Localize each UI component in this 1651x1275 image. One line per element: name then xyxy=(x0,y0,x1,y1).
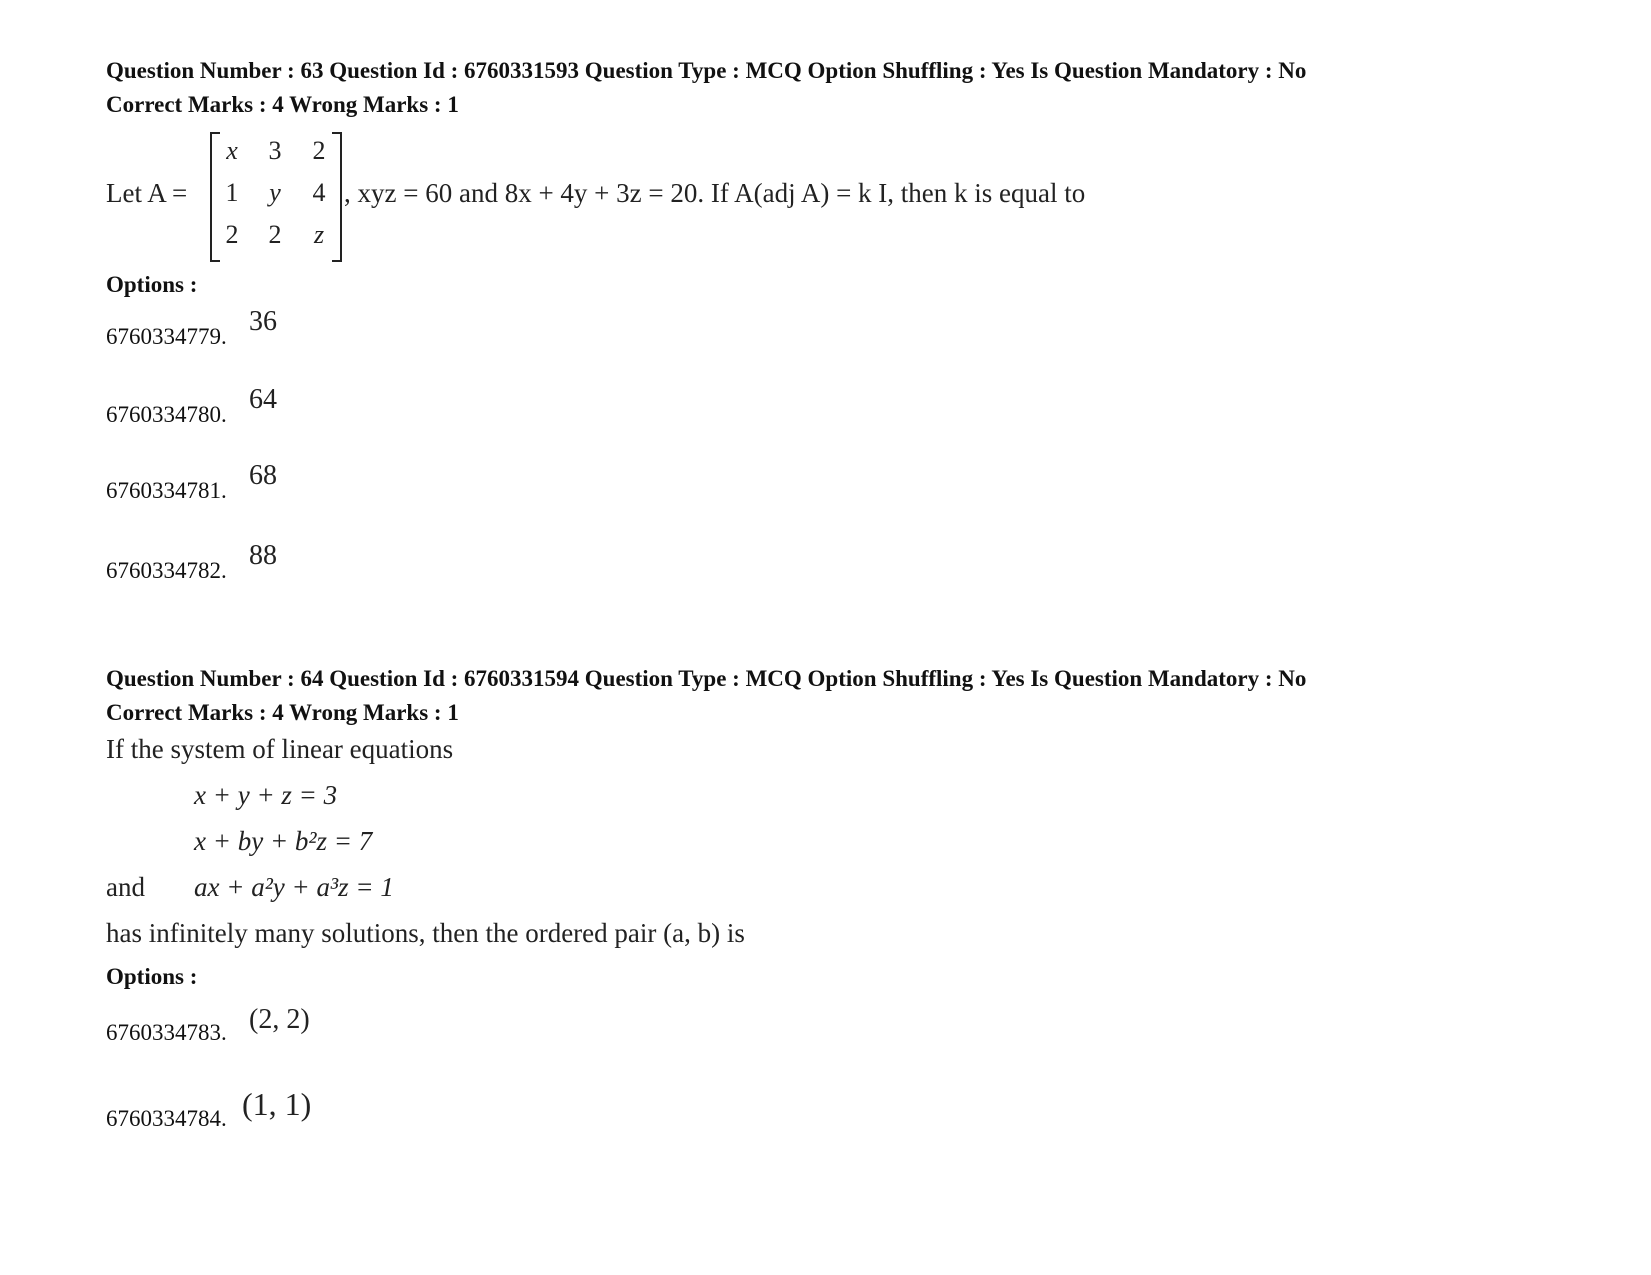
matrix-cell: z xyxy=(313,220,325,249)
q64-option-id: 6760334783. xyxy=(106,1020,227,1045)
q63-stem-prefix: Let A = xyxy=(106,178,188,208)
matrix-cell: 2 xyxy=(312,136,326,165)
matrix-cell: 3 xyxy=(268,136,282,165)
q63-option-id: 6760334780. xyxy=(106,402,227,427)
q63-option-id: 6760334779. xyxy=(106,324,227,349)
q63-options-label: Options : xyxy=(106,272,198,297)
matrix-cell: x xyxy=(226,136,238,165)
q63-matrix xyxy=(210,132,342,258)
q64-option-value[interactable]: (2, 2) xyxy=(249,1004,310,1035)
q63-option-value[interactable]: 88 xyxy=(249,540,277,571)
matrix-right-bracket xyxy=(332,132,342,262)
matrix-cell: 2 xyxy=(225,220,239,249)
q63-option-value[interactable]: 64 xyxy=(249,384,277,415)
q64-header-line2: Correct Marks : 4 Wrong Marks : 1 xyxy=(106,700,459,725)
q64-option-id: 6760334784. xyxy=(106,1106,227,1131)
q63-option-value[interactable]: 68 xyxy=(249,460,277,491)
matrix-cell: 2 xyxy=(268,220,282,249)
matrix-cell: 1 xyxy=(225,178,239,207)
q64-option-value[interactable]: (1, 1) xyxy=(242,1086,312,1122)
q64-header-line1: Question Number : 64 Question Id : 6760331594 Question Type : MCQ Option Shuffling : Yes Is Question Mandatory : No xyxy=(106,666,1307,691)
q64-stem-intro: If the system of linear equations xyxy=(106,734,454,764)
q63-header-line2: Correct Marks : 4 Wrong Marks : 1 xyxy=(106,92,459,117)
matrix-left-bracket xyxy=(210,132,220,262)
q63-option-value[interactable]: 36 xyxy=(249,306,277,337)
q64-stem-outro: has infinitely many solutions, then the ordered pair (a, b) is xyxy=(106,918,745,948)
q64-equation-2: x + by + b²z = 7 xyxy=(194,826,373,856)
q64-options-label: Options : xyxy=(106,964,198,989)
matrix-cell: 4 xyxy=(312,178,326,207)
q63-option-id: 6760334782. xyxy=(106,558,227,583)
q63-option-id: 6760334781. xyxy=(106,478,227,503)
matrix-cell: y xyxy=(269,178,281,207)
q63-stem-suffix: , xyz = 60 and 8x + 4y + 3z = 20. If A(adj A) = k I, then k is equal to xyxy=(344,178,1086,208)
q64-equation-3: ax + a²y + a³z = 1 xyxy=(194,872,394,902)
q63-header-line1: Question Number : 63 Question Id : 6760331593 Question Type : MCQ Option Shuffling : Yes Is Question Mandatory : No xyxy=(106,58,1307,83)
q64-equation-1: x + y + z = 3 xyxy=(194,780,338,810)
q64-equation-3-label: and xyxy=(106,872,145,902)
